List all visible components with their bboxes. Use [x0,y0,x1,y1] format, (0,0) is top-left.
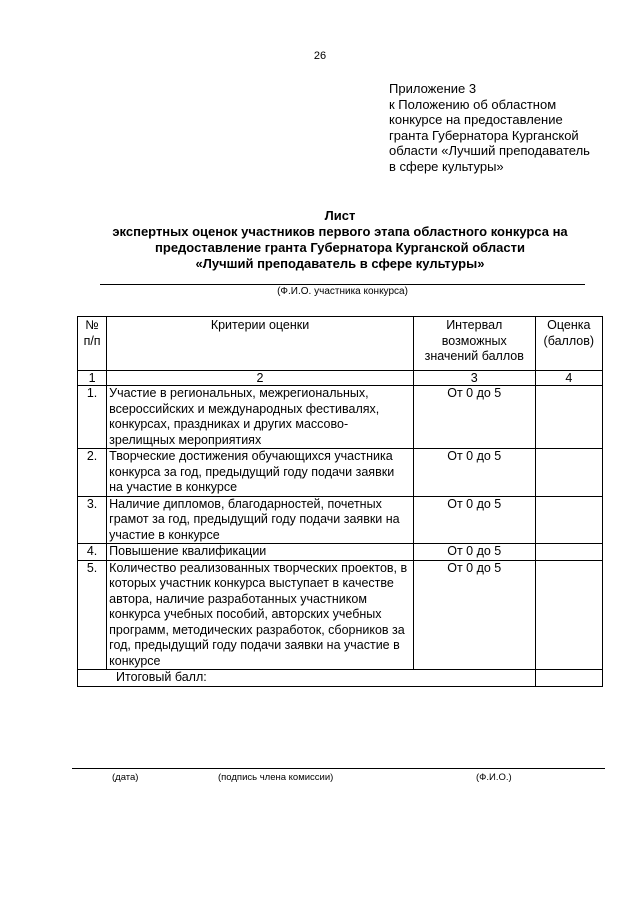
appendix-line: к Положению об областном [389,96,557,112]
row-criterion: Наличие дипломов, благодарностей, почетных грамот за год, предыдущий году подачи заявки на участие в конкурсе [107,496,414,544]
table-row [78,560,603,670]
column-index: 2 [107,371,414,386]
header-criteria: Критерии оценки [107,317,414,371]
total-score-cell[interactable] [535,670,602,687]
row-number: 5. [78,560,107,670]
page-number: 26 [313,50,327,62]
appendix-note [389,81,624,174]
row-interval: От 0 до 5 [413,386,535,449]
row-criterion: Участие в региональных, межрегиональных, всероссийских и международных фестивалях, конкурсах, праздниках и других массово-зрелищных мероприятиях [107,386,414,449]
title-line: предоставление гранта Губернатора Курганской области [155,240,525,255]
name-label: (Ф.И.О.) [476,772,512,783]
appendix-line: конкурсе на предоставление [389,112,563,127]
total-row [78,670,603,687]
row-score-cell[interactable] [535,560,602,670]
row-number: 1. [78,386,107,449]
participant-caption: (Ф.И.О. участника конкурса) [277,286,408,297]
column-index: 4 [535,371,602,386]
total-label: Итоговый балл: [78,670,536,687]
row-criterion: Количество реализованных творческих проектов, в которых участник конкурса выступает в качестве автора, наличие разработанных участником конкурса учебных пособий, авторских учебных программ, методических разработок, сборников за год, предыдущий году подачи заявки на участие в конкурсе [107,560,414,670]
signature-line [72,768,605,769]
column-index: 1 [78,371,107,386]
row-criterion: Повышение квалификации [107,544,414,561]
date-label: (дата) [112,772,139,783]
row-number: 2. [78,449,107,497]
member-signature-label: (подпись члена комиссии) [218,772,334,783]
appendix-line: в сфере культуры» [389,158,504,174]
row-criterion: Творческие достижения обучающихся участника конкурса за год, предыдущий году подачи заявки на участие в конкурсе [107,449,414,497]
row-interval: От 0 до 5 [413,560,535,670]
document-title [60,208,620,272]
row-interval: От 0 до 5 [413,449,535,497]
appendix-line: Приложение 3 [389,81,477,96]
title-line: Лист [324,208,356,223]
criteria-table [77,316,603,687]
title-line: экспертных оценок участников первого этапа областного конкурса на [112,224,568,239]
row-number: 3. [78,496,107,544]
title-line: «Лучший преподаватель в сфере культуры» [195,256,485,271]
row-interval: От 0 до 5 [413,544,535,561]
row-number: 4. [78,544,107,561]
row-score-cell[interactable] [535,386,602,449]
table-row [78,449,603,497]
header-num: № п/п [78,317,107,371]
row-score-cell[interactable] [535,544,602,561]
header-interval: Интервал возможных значений баллов [413,317,535,371]
table-row [78,386,603,449]
row-score-cell[interactable] [535,496,602,544]
row-score-cell[interactable] [535,449,602,497]
table-row [78,496,603,544]
header-score: Оценка (баллов) [535,317,602,371]
appendix-line: гранта Губернатора Курганской [389,127,579,143]
participant-name-line [100,284,585,285]
appendix-line: области «Лучший преподаватель [389,143,590,158]
column-index: 3 [413,371,535,386]
table-header-row [78,317,603,371]
table-row [78,544,603,561]
row-interval: От 0 до 5 [413,496,535,544]
column-index-row [78,371,603,386]
